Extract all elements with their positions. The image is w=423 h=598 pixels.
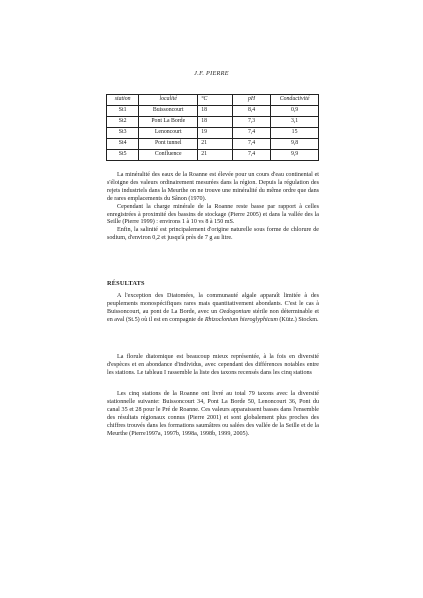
table-cell: St5 [107, 150, 139, 161]
table-cell: St1 [107, 106, 139, 117]
stations-section [107, 391, 319, 438]
paragraph-charge-minerale: Cependant la charge minérale de la Roanne reste basse par rapport à celles enregistrées à proximité des bassins de stockage (Pierre 2005) et dans la vallée des la Seille (Pierre 1999) : environs 1 à 10 vs 8 à 150 mS. [107, 203, 319, 226]
table-cell: 9,9 [271, 150, 319, 161]
text-run: (Kütz.) Stockm. [277, 316, 319, 323]
resultats-section [107, 293, 319, 325]
paragraph-communaute-algale [107, 293, 319, 325]
table-cell: 3,1 [271, 117, 319, 128]
table-cell: St3 [107, 128, 139, 139]
column-header-ph: pH [233, 95, 271, 106]
running-header: J.F. PIERRE [194, 70, 229, 77]
table-cell: 7,3 [233, 117, 271, 128]
mineralite-section [107, 172, 319, 243]
table-cell: Confluence [139, 150, 198, 161]
table-cell: Lenoncourt [139, 128, 198, 139]
table-cell: Buissoncourt [139, 106, 198, 117]
table-row [107, 139, 319, 150]
table-cell: 9,8 [271, 139, 319, 150]
table-cell: Pont La Borde [139, 117, 198, 128]
florule-section [107, 354, 319, 378]
table-cell: 19 [198, 128, 233, 139]
column-header-localite: localité [139, 95, 198, 106]
column-header-temperature: °C [198, 95, 233, 106]
column-header-conductivite: Conductivité [271, 95, 319, 106]
table-cell: 18 [198, 117, 233, 128]
table-cell: 21 [198, 139, 233, 150]
section-heading-resultats: RÉSULTATS [107, 280, 145, 287]
column-header-station: station [107, 95, 139, 106]
text-run: A l'exception des Diatomées, la communauté algale apparaît limitée à des peuplements monospécifiques rares mais quantitativement abondants. C'est le cas à Buissoncourt, au pont de La Borde, avec un [107, 293, 319, 315]
table-cell: Pont tunnel [139, 139, 198, 150]
table-cell: 7,4 [233, 139, 271, 150]
table-cell: St4 [107, 139, 139, 150]
table-row [107, 117, 319, 128]
table-row [107, 150, 319, 161]
table-cell: 8,4 [233, 106, 271, 117]
table-header-row [107, 95, 319, 106]
table-row [107, 128, 319, 139]
table-cell: 18 [198, 106, 233, 117]
paragraph-salinite: Enfin, la salinité est principalement d'origine naturelle sous forme de chlorure de sodium, d'environ 0,2 et jusqu'à près de 7 g au litre. [107, 227, 319, 242]
table-cell: 7,4 [233, 150, 271, 161]
table-row [107, 106, 319, 117]
table-cell: 21 [198, 150, 233, 161]
text-run: stérile non déterminable et en aval (St.5) où il est en compagnie de [107, 308, 319, 323]
paragraph-florule-diatomique: La florule diatomique est beaucoup mieux représentée, à la fois en diversité d'espèces et en abondance d'individus, avec cependant des différences notables entre les stations. Le tableau I rassemble la liste des taxons recensés dans les cinq stations [107, 354, 319, 376]
table-cell: 15 [271, 128, 319, 139]
paragraph-cinq-stations: Les cinq stations de la Roanne ont livré au total 79 taxons avec la diversité stationnelle suivante: Buissoncourt 34, Pont La Borde 50, Lenoncourt 36, Pont du canal 35 et 28 pour le Pré de Roanne. Ces valeurs apparaissent basses dans l'ensemble des résultats régionaux connus (Pierre 2001) et sont globalement plus proches des chiffres trouvés dans les formations saumâtres ou salées des vallée de la Seille et de la Meurthe (Pierre1997a, 1997b, 1998a, 1998b, 1999, 2005). [107, 391, 319, 437]
taxon-name: Rhizoclonium hieroglyphicum [204, 316, 278, 323]
table-cell: 0,9 [271, 106, 319, 117]
table-cell: St2 [107, 117, 139, 128]
table-cell: 7,4 [233, 128, 271, 139]
paragraph-mineralite: La minéralité des eaux de la Roanne est élevée pour un cours d'eau continental et s'éloigne des valeurs ordinairement mesurées dans la région. Depuis la régulation des rejets industriels dans la Meurthe on ne trouve une minéralité du même ordre que dans de rares emplacements du Sânon (1970). [107, 172, 319, 202]
station-table [106, 94, 319, 161]
taxon-name: Oedogonium [219, 308, 251, 315]
